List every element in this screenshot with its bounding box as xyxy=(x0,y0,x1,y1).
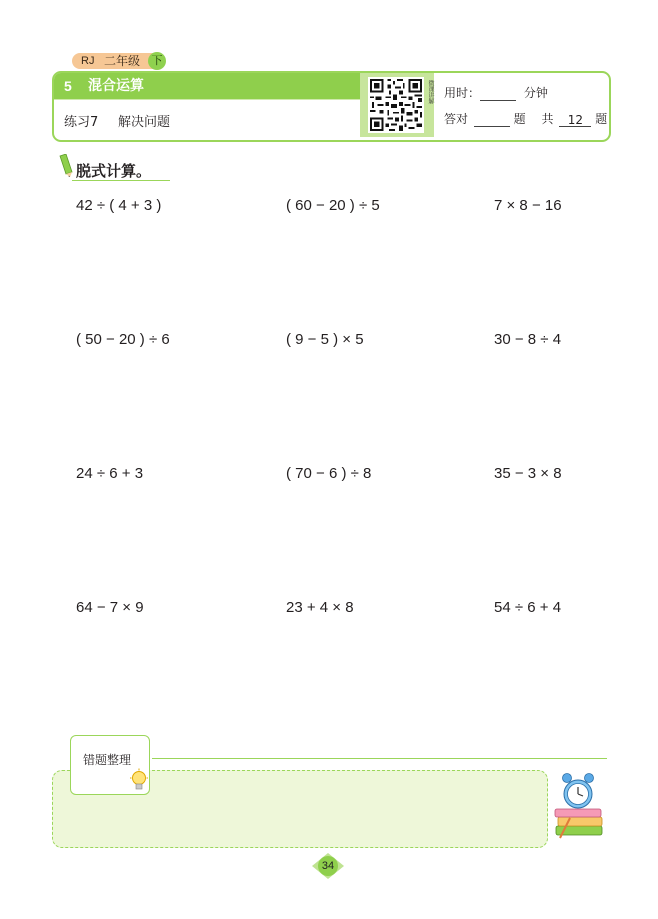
grade-label: 二年级 xyxy=(104,54,141,68)
total-unit: 题 xyxy=(595,112,608,126)
problem-5: ( 9 − 5 ) × 5 xyxy=(286,331,364,348)
lightbulb-icon xyxy=(128,768,150,794)
time-unit: 分钟 xyxy=(523,86,548,100)
lesson-title-box xyxy=(54,99,360,138)
section-underline xyxy=(72,180,170,181)
time-blank[interactable] xyxy=(480,88,516,101)
series-label: RJ xyxy=(81,55,95,67)
correct-unit: 题 xyxy=(513,112,526,126)
time-label: 用时： xyxy=(444,86,481,100)
section-title: 脱式计算。 xyxy=(76,162,152,180)
chapter-number: 5 xyxy=(64,78,72,94)
correct-blank[interactable] xyxy=(474,114,510,127)
problem-12: 54 ÷ 6 + 4 xyxy=(494,599,562,616)
alarm-clock-books-icon xyxy=(552,772,608,840)
total-value: 12 xyxy=(559,114,591,127)
problem-7: 24 ÷ 6 + 3 xyxy=(76,465,144,482)
qr-caption: 微课讲解 xyxy=(427,80,434,104)
error-section-title: 错题整理 xyxy=(83,753,132,767)
problem-11: 23 + 4 × 8 xyxy=(286,599,354,616)
problem-1: 42 ÷ ( 4 + 3 ) xyxy=(76,197,162,214)
chapter-band xyxy=(54,73,360,99)
lesson-number: 练习7 xyxy=(64,115,99,130)
grade-tag xyxy=(72,53,164,69)
problem-9: 35 − 3 × 8 xyxy=(494,465,562,482)
error-section-line xyxy=(152,758,607,759)
page-number: 34 xyxy=(321,860,335,872)
volume-badge: 下 xyxy=(148,52,166,70)
time-row xyxy=(444,84,548,101)
problem-4: ( 50 − 20 ) ÷ 6 xyxy=(76,331,170,348)
problem-2: ( 60 − 20 ) ÷ 5 xyxy=(286,197,380,214)
problem-6: 30 − 8 ÷ 4 xyxy=(494,331,562,348)
qr-code-icon[interactable] xyxy=(368,77,424,133)
problem-8: ( 70 − 6 ) ÷ 8 xyxy=(286,465,372,482)
lesson-title: 解决问题 xyxy=(118,115,171,130)
problem-10: 64 − 7 × 9 xyxy=(76,599,144,616)
pencil-icon xyxy=(56,154,76,178)
correct-label: 答对 xyxy=(444,112,469,126)
problem-3: 7 × 8 − 16 xyxy=(494,197,562,214)
total-label: 共 xyxy=(541,112,554,126)
chapter-title: 混合运算 xyxy=(88,78,144,94)
score-row xyxy=(444,110,607,127)
